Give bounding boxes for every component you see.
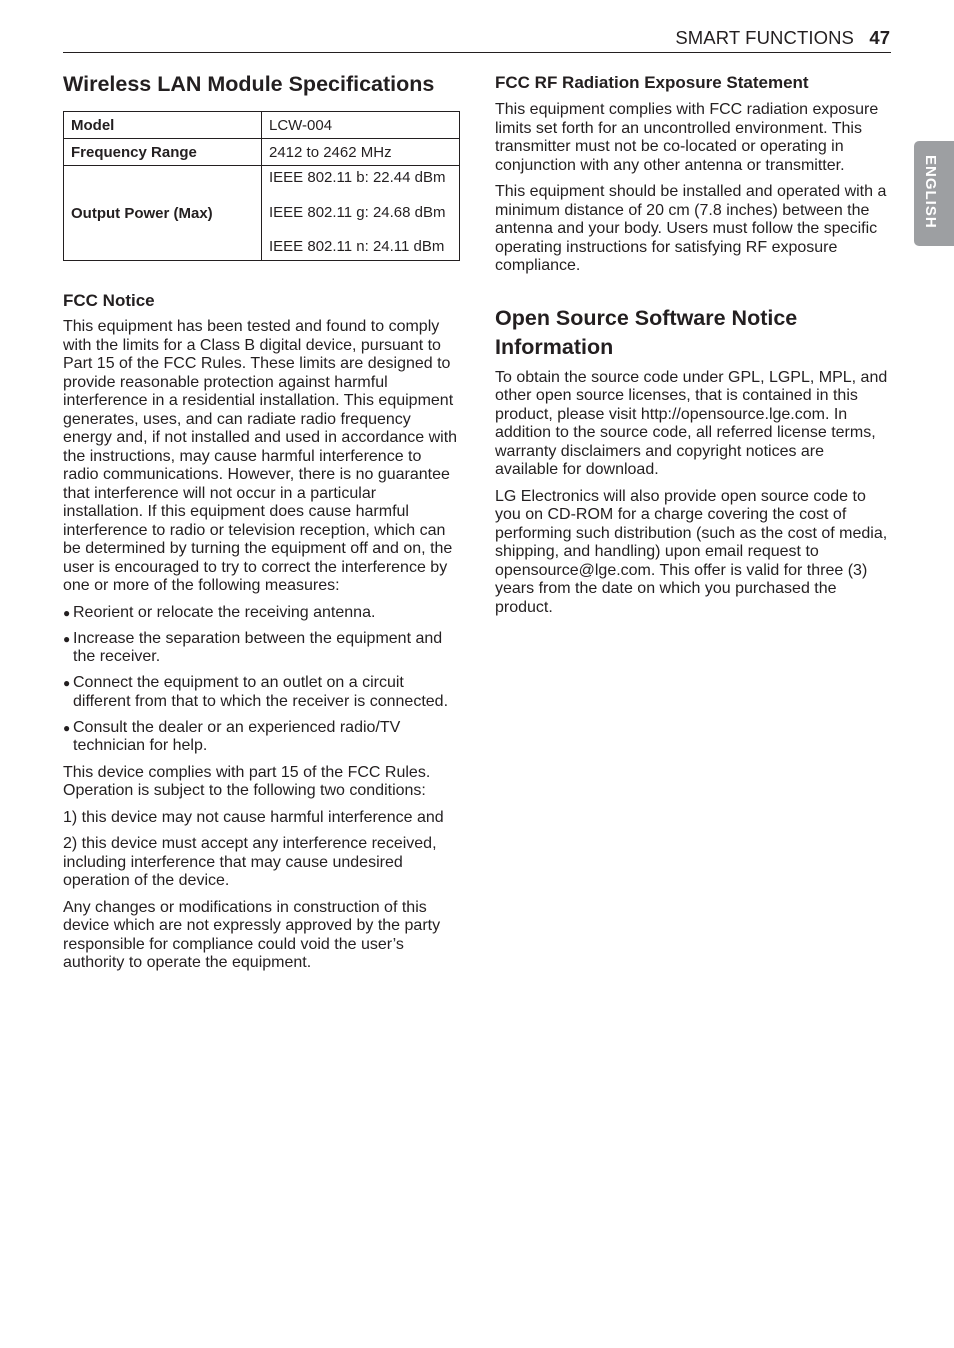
page-header [63, 24, 891, 53]
language-tab-label: ENGLISH [922, 155, 939, 229]
frequency-value: 2412 to 2462 MHz [262, 139, 460, 166]
fcc-paragraph: 1) this device may not cause harmful interference and [63, 808, 444, 826]
language-tab [914, 141, 954, 246]
fcc-paragraph: This device complies with part 15 of the FCC Rules. Operation is subject to the following two conditions: [63, 763, 431, 799]
list-item: ● Reorient or relocate the receiving antenna. [63, 603, 376, 621]
model-value: LCW-004 [262, 112, 460, 139]
fcc-paragraph: 2) this device must accept any interference received, including interference that may cause undesired operation of the device. [63, 835, 437, 889]
rf-paragraph: This equipment complies with FCC radiation exposure limits set forth for an uncontrolled environment. This transmitter must not be co-located or operating in conjunction with any other antenna or transmitter. [495, 101, 879, 174]
power-b: IEEE 802.11 b: 22.44 dBm [269, 169, 446, 186]
wlan-spec-title: Wireless LAN Module Specifications [63, 72, 435, 96]
model-key: Model [64, 112, 262, 139]
fcc-paragraph: Any changes or modifications in construction of this device which are not expressly approved by the party responsible for compliance could void the user’s authority to operate the equipment. [63, 898, 441, 971]
list-item: ● Increase the separation between the equipment and the receiver. [63, 629, 443, 665]
section-title: SMART FUNCTIONS [675, 27, 854, 48]
oss-notice-title: Open Source Software Notice Information [495, 305, 798, 359]
output-power-values [262, 166, 460, 261]
spec-table [63, 111, 460, 261]
right-column [495, 72, 891, 625]
fcc-measures-list [63, 604, 460, 756]
table-row [64, 166, 460, 261]
fcc-paragraph: This equipment has been tested and found to comply with the limits for a Class B digital device, pursuant to Part 15 of the FCC Rules. These limits are designed to provide reasonable protection against harmful interference in a residential installation. This equipment generates, uses, and can radiate radio frequency energy and, if not installed and used in accordance with the instructions, may cause harmful interference to radio communications. However, there is no guarantee that interference will not occur in a particular installation. If this equipment does cause harmful interference to radio or television reception, which can be determined by turning the equipment off and on, the user is encouraged to try to correct the interference by one or more of the following measures: [63, 318, 458, 594]
page-number: 47 [869, 27, 890, 48]
oss-paragraph: LG Electronics will also provide open source code to you on CD-ROM for a charge covering the cost of performing such distribution (such as the cost of media, shipping, and handling) upon email request to opensource@lge.com. This offer is valid for three (3) years from the date on which you purchased the product. [495, 487, 888, 616]
bullet-icon: ● [63, 631, 71, 646]
list-item: ● Consult the dealer or an experienced radio/TV technician for help. [63, 718, 401, 754]
list-item: ● Connect the equipment to an outlet on a circuit different from that to which the receiver is connected. [63, 674, 449, 710]
rf-paragraph: This equipment should be installed and operated with a minimum distance of 20 cm (7.8 inches) between the antenna and your body. Users must follow the specific operating instructions for satisfying RF exposure compliance. [495, 183, 887, 274]
left-column [63, 70, 460, 981]
table-row [64, 139, 460, 166]
rf-exposure-heading: FCC RF Radiation Exposure Statement [495, 73, 809, 92]
bullet-icon: ● [63, 676, 71, 690]
output-power-key: Output Power (Max) [64, 166, 262, 261]
bullet-icon: ● [63, 605, 71, 620]
bullet-icon: ● [63, 720, 71, 735]
fcc-notice-heading: FCC Notice [63, 291, 155, 310]
power-g: IEEE 802.11 g: 24.68 dBm [269, 203, 446, 221]
power-n: IEEE 802.11 n: 24.11 dBm [269, 238, 445, 255]
table-row [64, 112, 460, 139]
frequency-key: Frequency Range [64, 139, 262, 166]
oss-paragraph: To obtain the source code under GPL, LGPL, MPL, and other open source licenses, that is contained in this product, please visit http://opensource.lge.com. In addition to the source code, all referred license terms, warranty disclaimers and copyright notices are available for download. [495, 368, 888, 478]
